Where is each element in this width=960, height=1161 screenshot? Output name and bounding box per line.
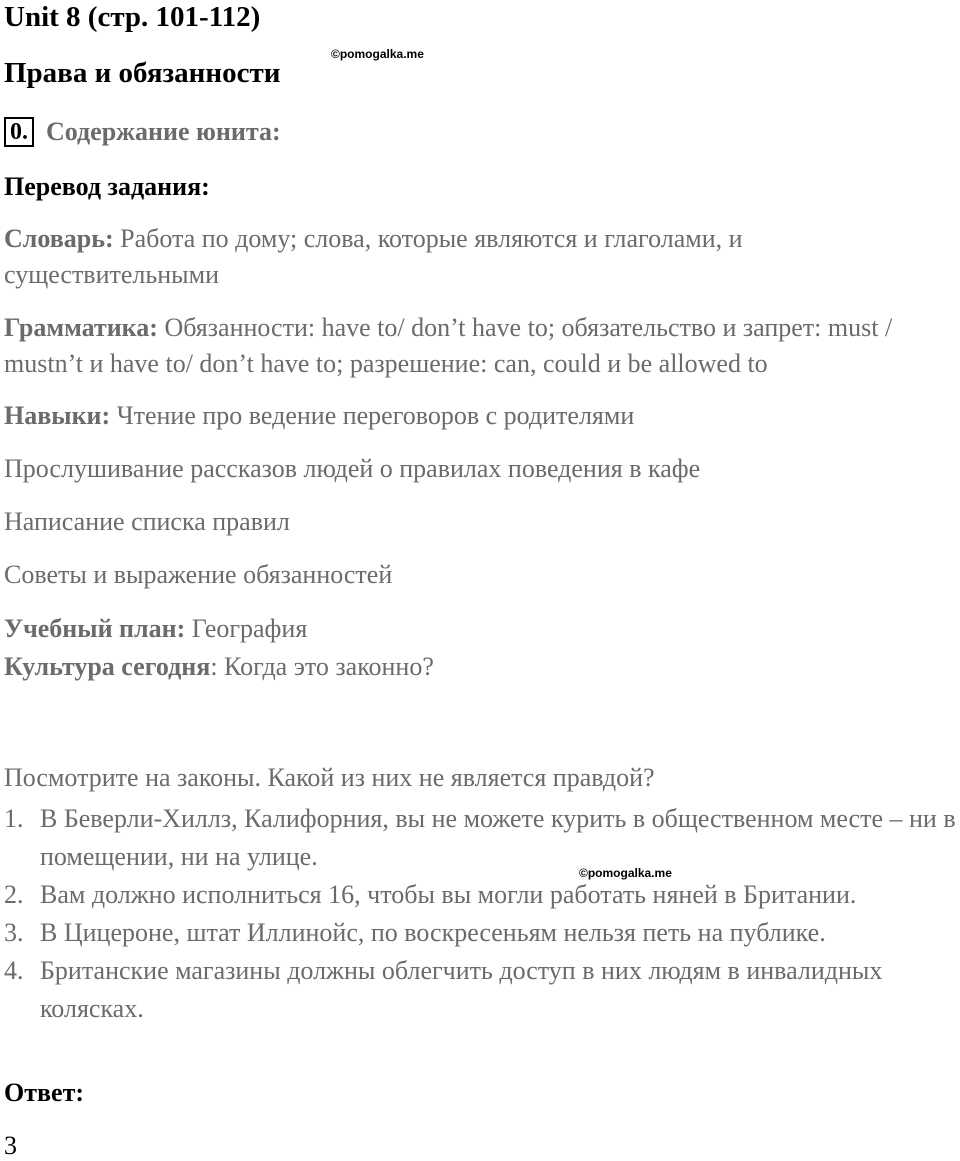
- grammar-label: Грамматика:: [4, 313, 158, 342]
- writing-line: Написание списка правил: [4, 507, 290, 536]
- listening-line: Прослушивание рассказов людей о правилах поведения в кафе: [4, 454, 701, 483]
- question-text: Посмотрите на законы. Какой из них не является правдой?: [4, 763, 655, 792]
- grammar-text: Обязанности: have to/ don’t have to; обязательство и запрет: must / mustn’t и have to/ don’t have to; разрешение: can, could и be allowed to: [4, 313, 893, 378]
- advice-line: Советы и выражение обязанностей: [4, 560, 393, 589]
- list-item-number: 2.: [4, 880, 24, 909]
- skills-label: Навыки:: [4, 401, 111, 430]
- list-item: [4, 800, 960, 876]
- watermark: ©pomogalka.me: [331, 47, 424, 61]
- list-item-number: 3.: [4, 918, 24, 947]
- answer-label: Ответ:: [4, 1078, 85, 1107]
- culture-paragraph: [4, 649, 434, 685]
- curriculum-label: Учебный план:: [4, 614, 186, 643]
- list-item: [4, 914, 960, 952]
- list-item-text: Вам должно исполниться 16, чтобы вы могли работать няней в Британии.: [40, 880, 857, 909]
- list-item: [4, 876, 960, 914]
- skills-text: Чтение про ведение переговоров с родителями: [110, 401, 635, 430]
- unit-title: Unit 8 (стр. 101-112): [4, 1, 261, 33]
- list-item-number: 1.: [4, 804, 24, 833]
- vocabulary-label: Словарь:: [4, 224, 114, 253]
- skills-paragraph: [4, 398, 634, 434]
- laws-list: [4, 800, 960, 1028]
- culture-text: : Когда это законно?: [210, 652, 434, 681]
- grammar-paragraph: [4, 310, 954, 382]
- vocabulary-text: Работа по дому; слова, которые являются и глаголами, и существительными: [4, 224, 743, 289]
- culture-label: Культура сегодня: [4, 652, 211, 681]
- curriculum-paragraph: [4, 611, 307, 647]
- list-item-number: 4.: [4, 956, 24, 985]
- list-item-text: В Цицероне, штат Иллинойс, по воскресеньям нельзя петь на публике.: [40, 918, 826, 947]
- curriculum-text: География: [185, 614, 308, 643]
- list-item-text: Британские магазины должны облегчить доступ в них людям в инвалидных колясках.: [40, 956, 883, 1023]
- topic-title: Права и обязанности: [4, 57, 281, 89]
- section-title: Содержание юнита:: [46, 117, 281, 146]
- page-number: 3: [4, 1131, 17, 1160]
- list-item-text: В Беверли-Хиллз, Калифорния, вы не можете курить в общественном месте – ни в помещении, ни на улице.: [40, 804, 956, 871]
- list-item: [4, 952, 960, 1028]
- section-number: 0.: [4, 117, 34, 147]
- section-heading: [4, 116, 281, 148]
- watermark: ©pomogalka.me: [579, 866, 672, 880]
- vocabulary-paragraph: [4, 221, 944, 293]
- task-label: Перевод задания:: [4, 172, 210, 201]
